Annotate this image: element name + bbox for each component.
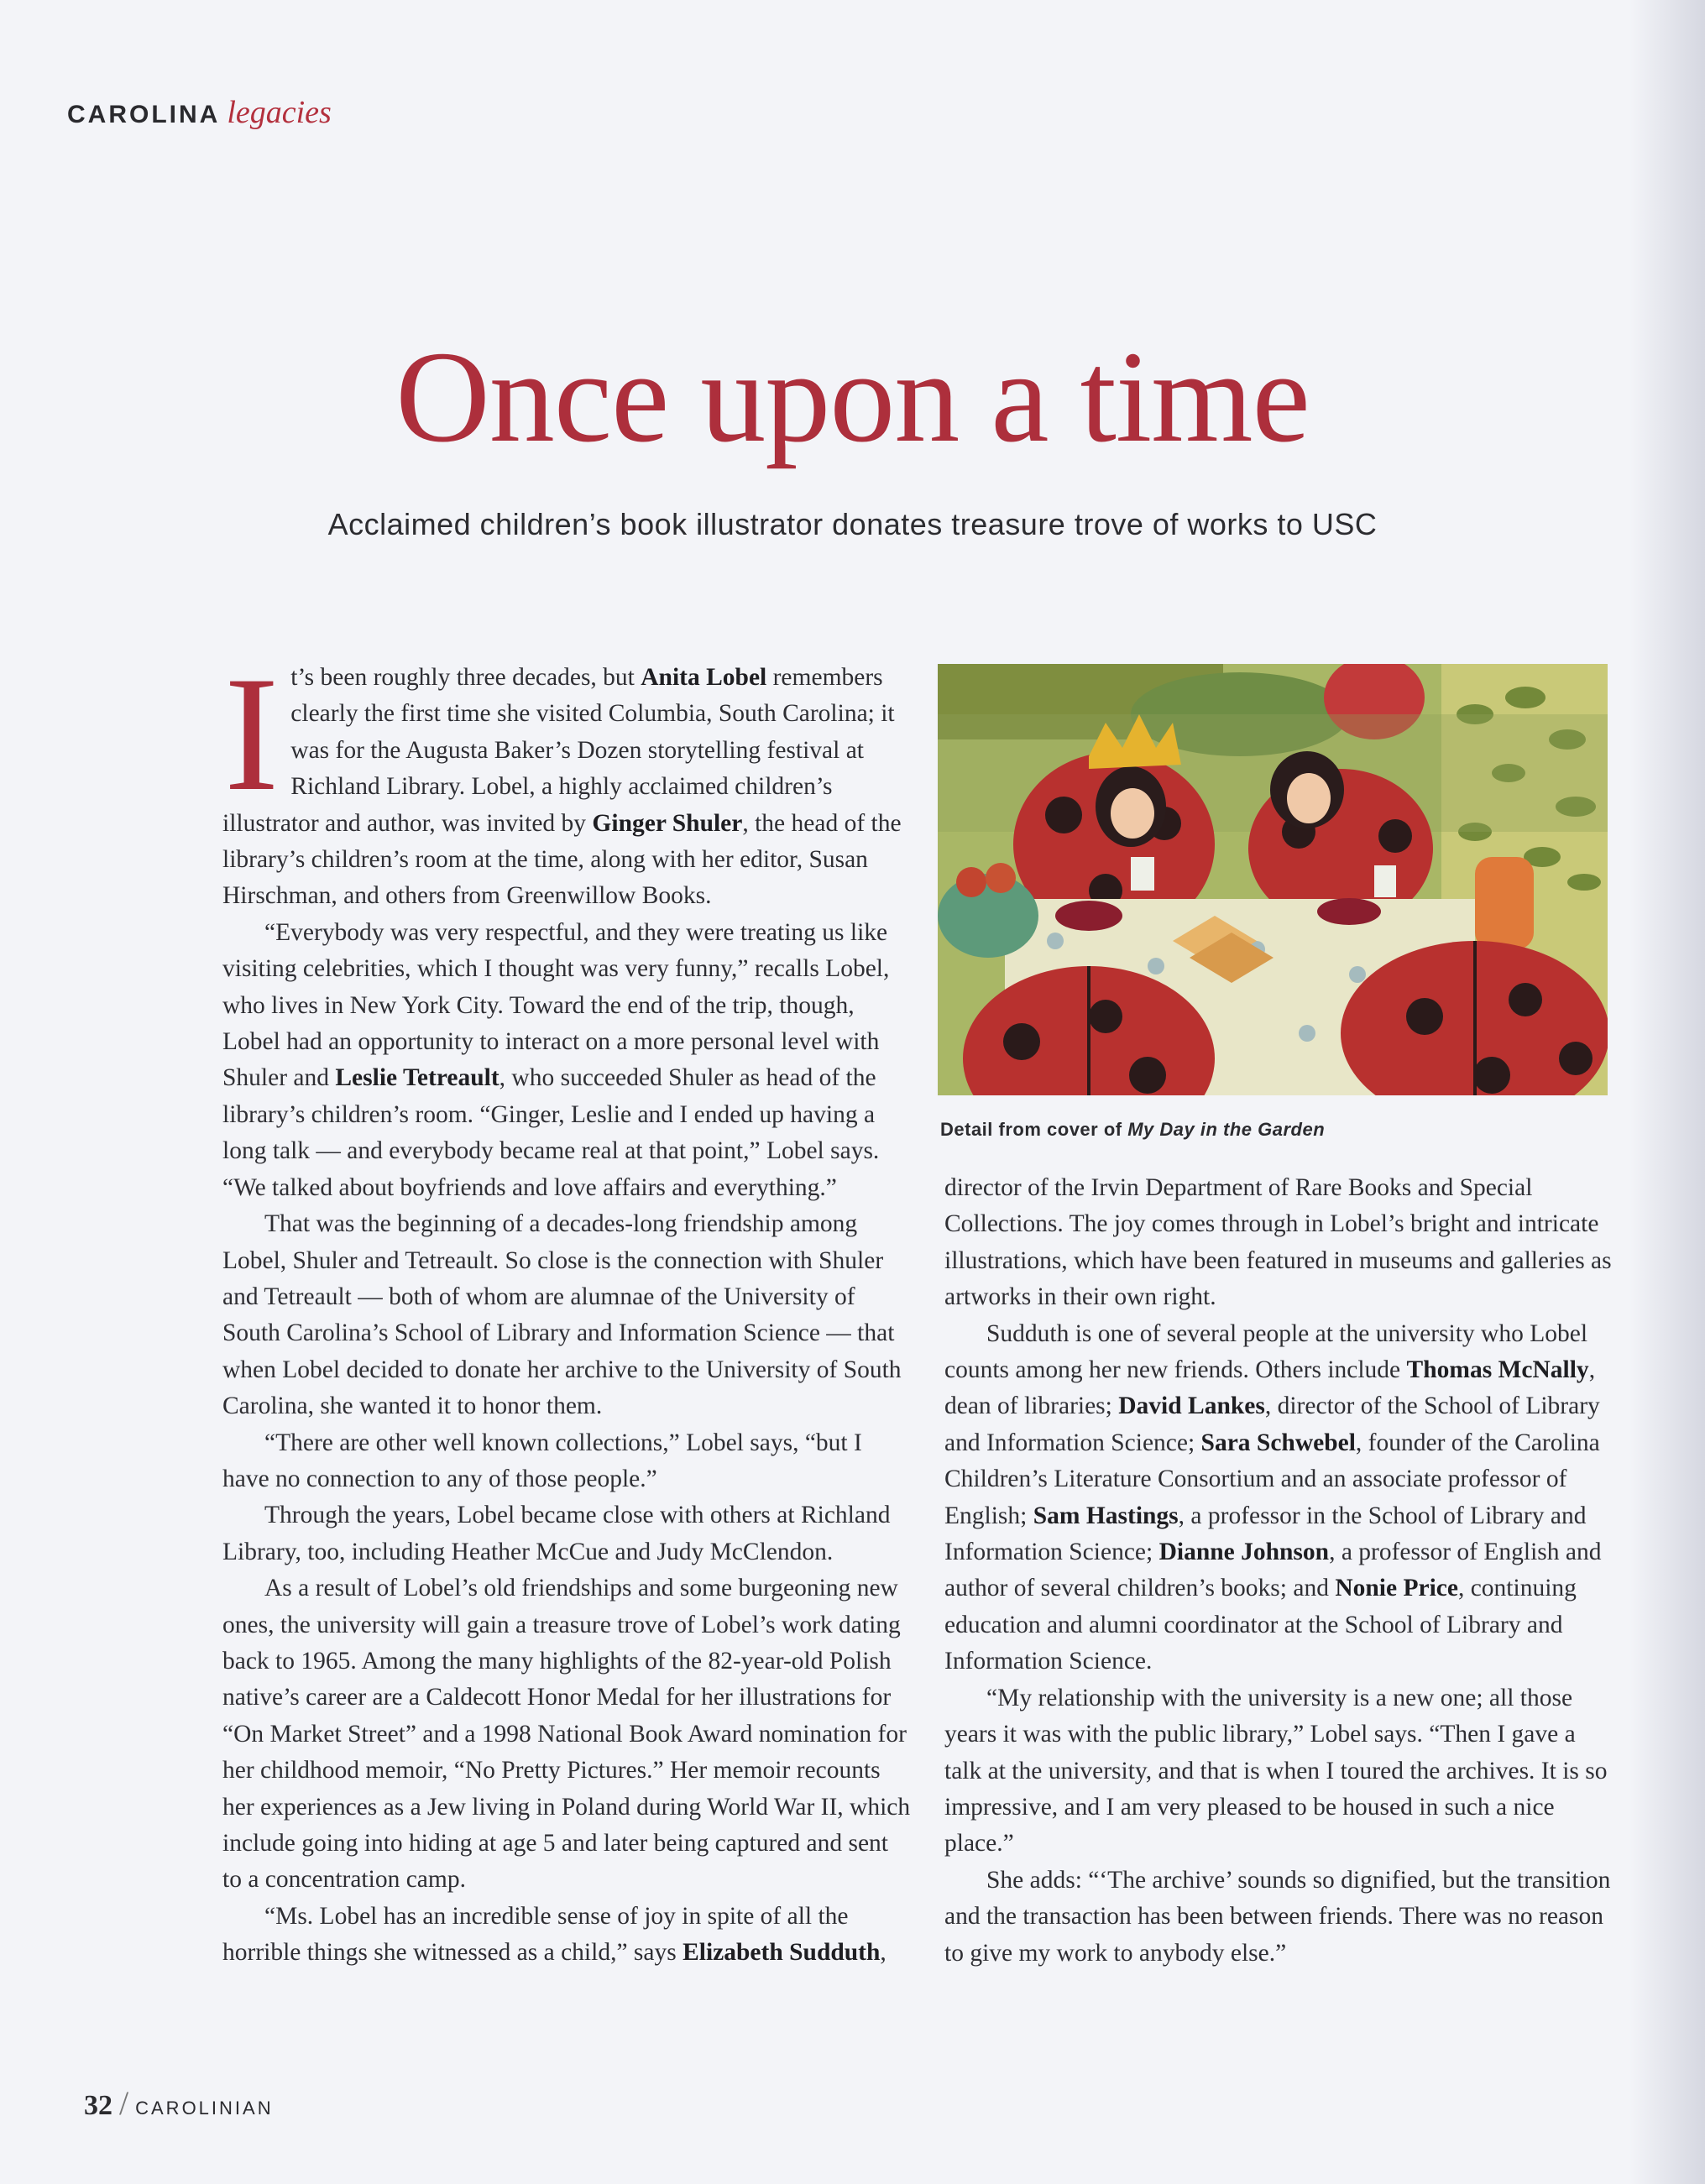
p1-name-ginger-shuler: Ginger Shuler [592,809,743,837]
paragraph-8: director of the Irvin Department of Rare Books and Special Collections. The joy comes through in Lobel’s bright and intricate illustrations, which have been featured in museums and galleries as artworks in their own right. [944,1174,1612,1311]
p9-name-david-lankes: David Lankes [1118,1392,1265,1420]
page-footer [84,2083,274,2123]
p9-name-sara-schwebel: Sara Schwebel [1200,1429,1356,1456]
article-title: Once upon a time [395,324,1310,469]
p9-text-7: , continuing education and alumni coordinator at the School of Library and Information Science. [944,1575,1577,1675]
section-label [67,94,332,131]
p7-name-elizabeth-sudduth: Elizabeth Sudduth [683,1939,881,1967]
paragraph-7 [222,1899,911,1972]
paragraph-2 [222,915,911,1206]
p7-text-2: , [880,1939,886,1967]
page-gutter-shade [1629,0,1705,2184]
paragraph-9 [944,1316,1616,1680]
paragraph-4: “There are other well known collections,” Lobel says, “but I have no connection to any of those people.” [222,1429,862,1492]
p1-text-1: t’s been roughly three decades, but [290,664,641,691]
paragraph-5: Through the years, Lobel became close with others at Richland Library, too, including Heather McCue and Judy McClendon. [222,1502,891,1565]
illustration-art [938,664,1608,1095]
paragraph-10: “My relationship with the university is a new one; all those years it was with the public library,” Lobel says. “Then I gave a talk at the university, and that is when I toured the archives. It is so impressive, and I am very pleased to be housed in such a nice place.” [944,1684,1608,1857]
p9-name-sam-hastings: Sam Hastings [1033,1502,1179,1529]
p9-text-1: Sudduth is one of several people at the university who Lobel counts among her new friends. Others include [944,1319,1588,1384]
figure-caption [940,1119,1325,1141]
p2-text-1: “Everybody was very respectful, and they were treating us like visiting celebrities, which I thought was very funny,” recalls Lobel, who lives in New York City. Toward the end of the trip, though, Lobel had an opportunity to interact on a more personal level with Shuler and [222,918,890,1092]
page-number: 32 [84,2090,112,2121]
article-column-left [222,643,911,1972]
p1-text-2: remembers clearly the first time she visited Columbia, South Carolina; it was for the Augusta Baker’s Dozen storytelling festival at Richland Library. Lobel, a highly acclaimed children’s illustrator and author, was invited by [222,664,895,837]
article-column-right [944,1170,1616,1972]
p1-text-3: , the head of the library’s children’s room at the time, along with her editor, Susan Hirschman, and others from Greenwillow Books. [222,809,902,910]
p2-text-2: , who succeeded Shuler as head of the library’s children’s room. “Ginger, Leslie and I ended up having a long talk — and everybody became real at that point,” Lobel says. “We talked about boyfriends and love affairs and everything.” [222,1064,880,1201]
paragraph-6: As a result of Lobel’s old friendships and some burgeoning new ones, the university will gain a treasure trove of Lobel’s work dating back to 1965. Among the many highlights of the 82-year-old Polish native’s career are a Caldecott Honor Medal for her illustrations for “On Market Street” and a 1998 National Book Award nomination for her childhood memoir, “No Pretty Pictures.” Her memoir recounts her experiences as a Jew living in Poland during World War II, which include going into hiding at age 5 and later being captured and sent to a concentration camp. [222,1575,911,1894]
p9-text-3: , director of the School of Library and Information Science; [944,1392,1600,1456]
p9-name-dianne-johnson: Dianne Johnson [1158,1539,1330,1566]
p9-name-thomas-mcnally: Thomas McNally [1406,1356,1589,1384]
section-label-accent: legacies [227,95,332,130]
p2-name-leslie-tetreault: Leslie Tetreault [335,1064,499,1092]
paragraph-3: That was the beginning of a decades-long friendship among Lobel, Shuler and Tetreault. So close is the connection with Shuler and Tetreault — both of whom are alumnae of the University of South Carolina’s School of Library and Information Science — that when Lobel decided to donate her archive to the University of South Carolina, she wanted it to honor them. [222,1210,902,1420]
p9-text-2: , dean of libraries; [944,1356,1596,1420]
paragraph-11: She adds: “‘The archive’ sounds so dignified, but the transition and the transaction has been between friends. There was no reason to give my work to anybody else.” [944,1866,1611,1967]
magazine-name: CAROLINIAN [135,2098,274,2119]
paragraph-1 [222,643,911,915]
p9-text-4: , founder of the Carolina Children’s Literature Consortium and an associate professor of English; [944,1429,1600,1529]
p9-name-nonie-price: Nonie Price [1335,1575,1458,1602]
p9-text-6: , a professor of English and author of several children’s books; and [944,1539,1602,1602]
section-label-main: CAROLINA [67,101,221,128]
caption-prefix: Detail from cover of [940,1119,1128,1140]
p7-text-1: “Ms. Lobel has an incredible sense of joy in spite of all the horrible things she witnessed as a child,” says [222,1902,849,1967]
caption-book-title: My Day in the Garden [1127,1119,1326,1140]
p1-name-anita-lobel: Anita Lobel [641,664,767,691]
illustration-ladybugs-picnic [938,664,1608,1095]
footer-divider: / [119,2084,129,2122]
article-subtitle: Acclaimed children’s book illustrator donates treasure trove of works to USC [327,507,1378,541]
p9-text-5: , a professor in the School of Library and Information Science; [944,1502,1587,1566]
drop-cap: I [224,643,280,825]
